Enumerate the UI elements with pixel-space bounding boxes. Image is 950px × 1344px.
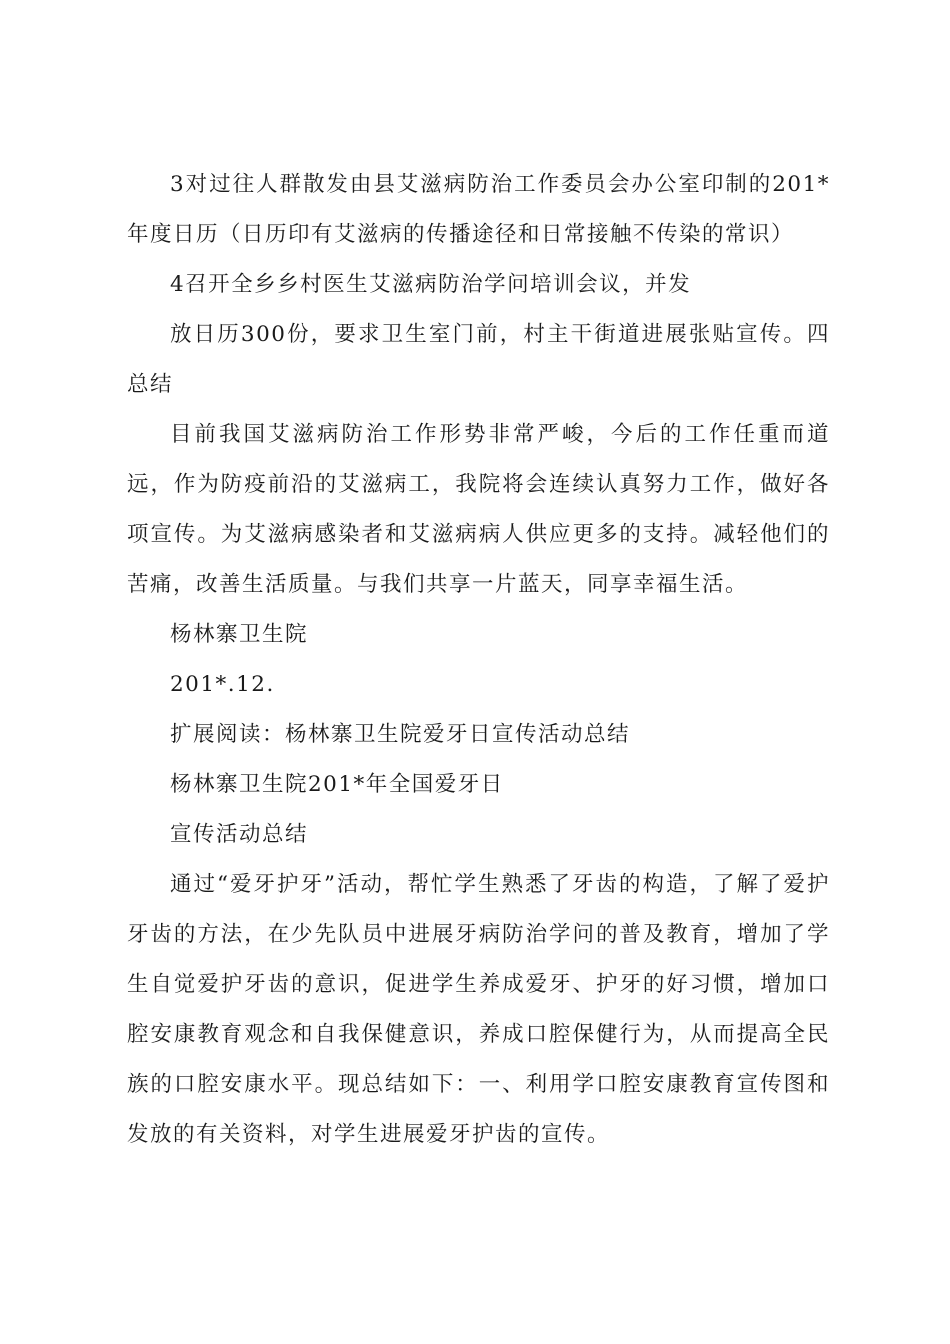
extended-reading-heading: 扩展阅读：杨林寨卫生院爱牙日宣传活动总结 [170,722,631,747]
paragraph-calendar-distribution: 3对过往人群散发由县艾滋病防治工作委员会办公室印制的201*年度日历（日历印有艾滋病的传播途径和日常接触不传染的常识） [127,172,830,247]
paragraph-training-meeting: 4召开全乡乡村医生艾滋病防治学问培训会议，并发 [170,272,692,297]
section-title-line-1: 杨林寨卫生院201*年全国爱牙日 [170,772,504,797]
paragraph-summary: 目前我国艾滋病防治工作形势非常严峻，今后的工作任重而道远，作为防疫前沿的艾滋病工，我院将会连续认真努力工作，做好各项宣传。为艾滋病感染者和艾滋病病人供应更多的支持。减轻他们的苦痛，改善生活质量。与我们共享一片蓝天，同享幸福生活。 [127,422,830,597]
paragraph-calendar-posting: 放日历300份，要求卫生室门前，村主干街道进展张贴宣传。四总结 [127,322,830,397]
signature-date: 201*.12. [170,672,275,697]
paragraph-dental-activity: 通过“爱牙护牙”活动，帮忙学生熟悉了牙齿的构造，了解了爱护牙齿的方法，在少先队员中进展牙病防治学问的普及教育，增加了学生自觉爱护牙齿的意识，促进学生养成爱牙、护牙的好习惯，增加口腔安康教育观念和自我保健意识，养成口腔保健行为，从而提高全民族的口腔安康水平。现总结如下：一、利用学口腔安康教育宣传图和发放的有关资料，对学生进展爱牙护齿的宣传。 [127,872,830,1147]
signature-organization: 杨林寨卫生院 [170,622,309,647]
document-body [127,160,830,1160]
section-title-line-2: 宣传活动总结 [170,822,309,847]
